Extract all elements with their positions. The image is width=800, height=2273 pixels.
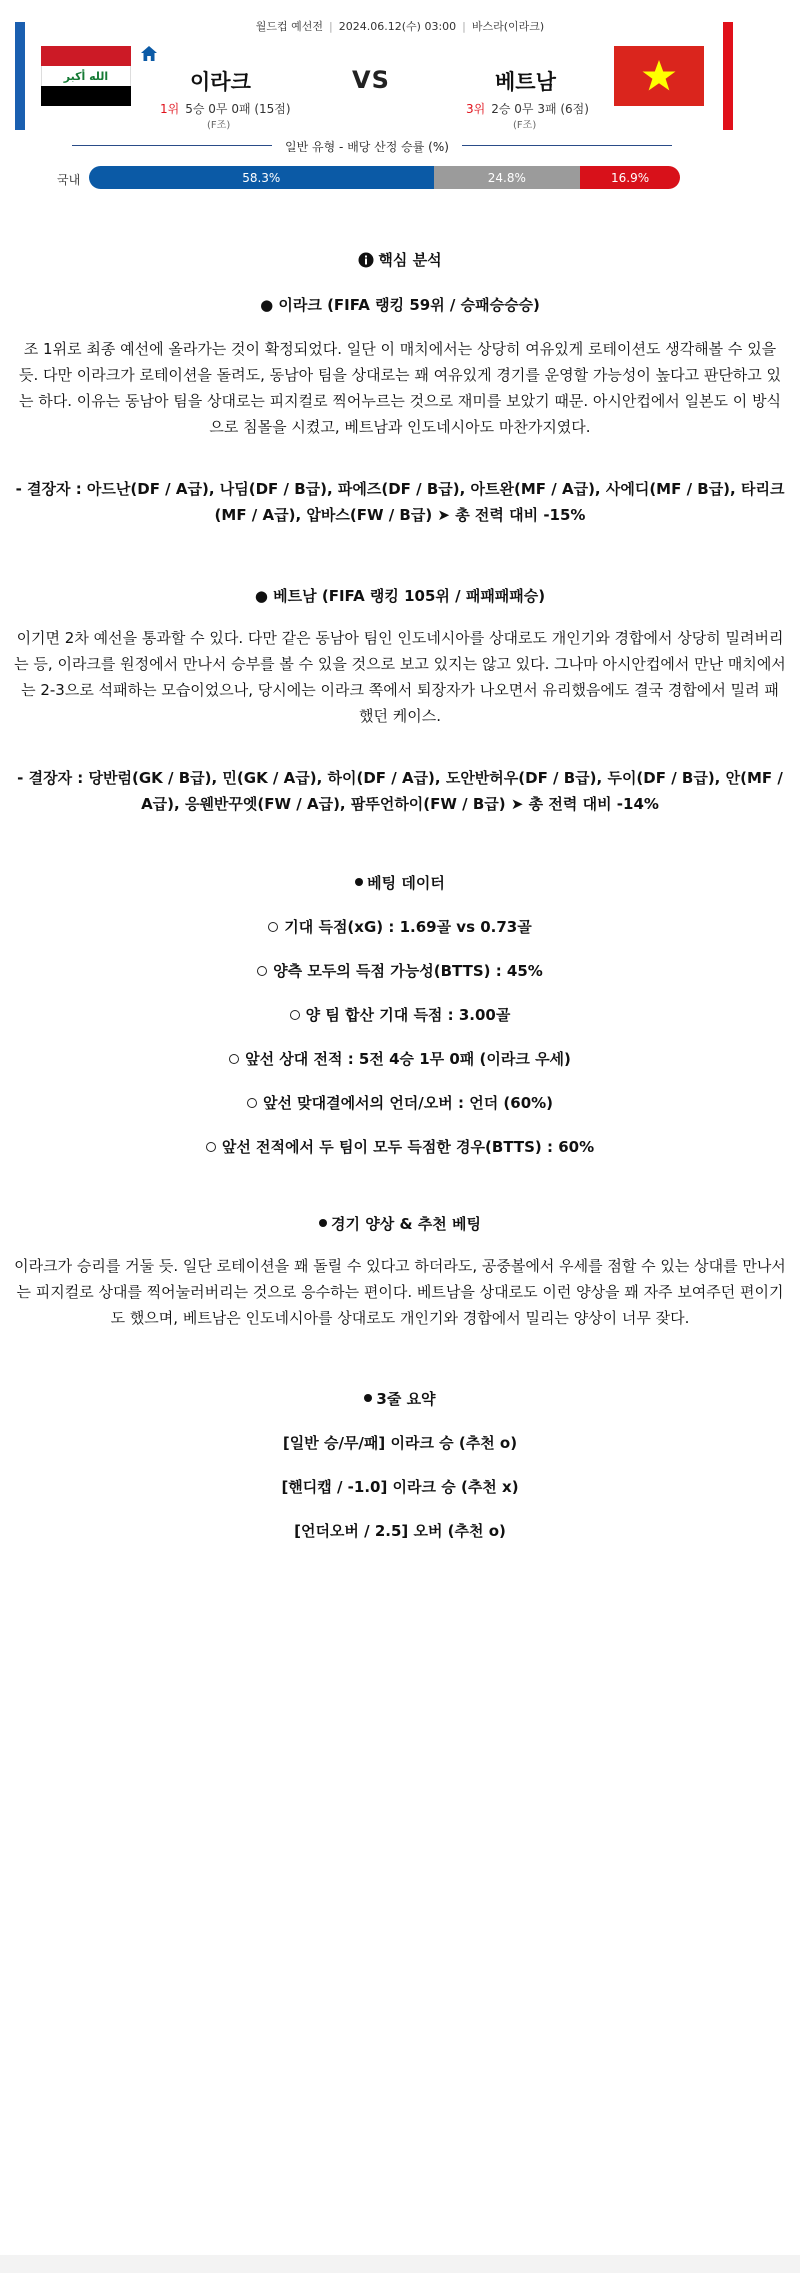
vietnam-absentees: - 결장자 : 당반럼(GK / B급), 민(GK / A급), 하이(DF / A급), 도안반허우(DF / B급), 두이(DF / B급), 안(MF / A급), 응웬반꾸엣(FW / A급), 팜뚜언하이(FW / B급) ➤ 총 전력 대비 -14%	[17, 769, 783, 813]
probability-bar	[89, 166, 680, 189]
betting-heading	[14, 870, 786, 896]
betting-item	[14, 914, 786, 940]
analysis-heading-text: 핵심 분석	[378, 251, 442, 269]
competition-label: 월드컵 예선전	[255, 20, 324, 33]
away-rank: 3위	[466, 102, 486, 116]
circle-bullet-icon	[206, 1142, 216, 1152]
betting-item	[14, 1046, 786, 1072]
home-record	[160, 100, 291, 117]
bullet-icon	[364, 1394, 372, 1402]
distribution-row-label: 국내	[57, 173, 81, 187]
analysis-heading	[14, 247, 786, 273]
summary-line: [핸디캡 / -1.0] 이라크 승 (추천 x)	[281, 1478, 519, 1496]
betting-item-text: 기대 득점(xG) : 1.69골 vs 0.73골	[284, 918, 532, 936]
betting-item	[14, 1134, 786, 1160]
match-header	[0, 0, 800, 200]
home-team-name: 이라크	[190, 70, 251, 94]
iraq-heading: ● 이라크 (FIFA 랭킹 59위 / 승패승승승)	[260, 296, 540, 314]
iraq-flag-script: الله أكبر	[63, 69, 109, 83]
vietnam-heading: ● 베트남 (FIFA 랭킹 105위 / 패패패패승)	[254, 587, 546, 605]
circle-bullet-icon	[229, 1054, 239, 1064]
home-record-text: 5승 0무 0패 (15점)	[185, 102, 291, 116]
iraq-absentees: - 결장자 : 아드난(DF / A급), 나딤(DF / B급), 파에즈(DF / B급), 아트완(MF / A급), 사에디(MF / B급), 타리크(MF / A급), 압바스(FW / B급) ➤ 총 전력 대비 -15%	[15, 480, 785, 524]
bullet-icon	[319, 1219, 327, 1227]
circle-bullet-icon	[257, 966, 267, 976]
match-datetime: 2024.06.12(수) 03:00	[338, 20, 457, 33]
pattern-heading	[14, 1211, 786, 1237]
footer-strip	[0, 2255, 800, 2273]
betting-item-text: 앞선 맞대결에서의 언더/오버 : 언더 (60%)	[262, 1094, 554, 1112]
away-team-name: 베트남	[495, 70, 556, 94]
draw-segment: 24.8%	[434, 166, 581, 189]
betting-item-text: 앞선 상대 전적 : 5전 4승 1무 0패 (이라크 우세)	[245, 1050, 571, 1068]
distribution-title: 일반 유형 - 배당 산정 승률 (%)	[285, 140, 449, 154]
vs-label: VS	[352, 66, 390, 94]
vietnam-analysis-text: 이기면 2차 예선을 통과할 수 있다. 다만 같은 동남아 팀인 인도네시아를 상대로도 개인기와 경합에서 상당히 밀려버리는 등, 이라크를 원정에서 만나서 승부를 볼 수 있을 것으로 보고 있지는 않고 있다. 그나마 아시안컵에서 만난 매치에서는 2-3으로 석패하는 모습이었으나, 당시에는 이라크 쪽에서 퇴장자가 나오면서 유리했음에도 결국 경합에서 밀려 패했던 케이스.	[14, 629, 786, 725]
summary-line: [일반 승/무/패] 이라크 승 (추천 o)	[282, 1434, 518, 1452]
info-icon	[358, 252, 374, 268]
iraq-analysis-text: 조 1위로 최종 예선에 올라가는 것이 확정되었다. 일단 이 매치에서는 상당히 여유있게 로테이션도 생각해볼 수 있을 듯. 다만 이라크가 로테이션을 돌려도, 동남아 팀을 상대로는 꽤 여유있게 경기를 운영할 가능성이 높다고 판단하고 있는 하다. 이유는 동남아 팀을 상대로는 피지컬로 찍어누르는 것으로 재미를 보았기 때문. 아시안컵에서 일본도 이 방식으로 침몰을 시켰고, 베트남과 인도네시아도 마찬가지였다.	[18, 340, 782, 436]
star-icon	[641, 58, 677, 94]
pattern-text: 이라크가 승리를 거둘 듯. 일단 로테이션을 꽤 돌릴 수 있다고 하더라도, 공중볼에서 우세를 점할 수 있는 상대를 만나서는 피지컬로 상대를 찍어눌러버리는 것으로 응수하는 편이다. 베트남을 상대로도 이런 양상을 꽤 자주 보여주던 편이기도 했으며, 베트남은 인도네시아를 상대로도 개인기와 경합에서 밀리는 양상이 너무 잦다.	[14, 1257, 786, 1327]
summary-line: [언더오버 / 2.5] 오버 (추천 o)	[294, 1522, 506, 1540]
bullet-icon	[355, 878, 363, 886]
away-record	[466, 100, 589, 117]
away-accent-bar	[723, 22, 733, 130]
match-venue: 바스라(이라크)	[471, 20, 545, 33]
home-win-segment: 58.3%	[89, 166, 434, 189]
home-group: (F조)	[207, 120, 231, 131]
divider-right	[462, 145, 672, 146]
match-info: 월드컵 예선전 | 2024.06.12(수) 03:00 | 바스라(이라크)	[255, 20, 545, 33]
betting-item	[14, 1002, 786, 1028]
betting-item-text: 앞선 전적에서 두 팀이 모두 득점한 경우(BTTS) : 60%	[221, 1138, 595, 1156]
betting-item	[14, 1090, 786, 1116]
vietnam-flag	[614, 46, 704, 106]
betting-item-text: 양 팀 합산 기대 득점 : 3.00골	[305, 1006, 511, 1024]
circle-bullet-icon	[268, 922, 278, 932]
away-record-text: 2승 0무 3패 (6점)	[491, 102, 589, 116]
iraq-flag	[41, 46, 131, 106]
betting-item-text: 양측 모두의 득점 가능성(BTTS) : 45%	[273, 962, 543, 980]
pattern-heading-text: 경기 양상 & 추천 베팅	[331, 1215, 481, 1233]
circle-bullet-icon	[247, 1098, 257, 1108]
summary-heading	[14, 1386, 786, 1412]
betting-heading-text: 베팅 데이터	[367, 874, 445, 892]
divider-left	[72, 145, 272, 146]
home-icon[interactable]	[140, 45, 158, 63]
home-rank: 1위	[160, 102, 180, 116]
away-group: (F조)	[513, 120, 537, 131]
circle-bullet-icon	[290, 1010, 300, 1020]
betting-item	[14, 958, 786, 984]
summary-heading-text: 3줄 요약	[376, 1390, 436, 1408]
home-accent-bar	[15, 22, 25, 130]
away-win-segment: 16.9%	[580, 166, 680, 189]
